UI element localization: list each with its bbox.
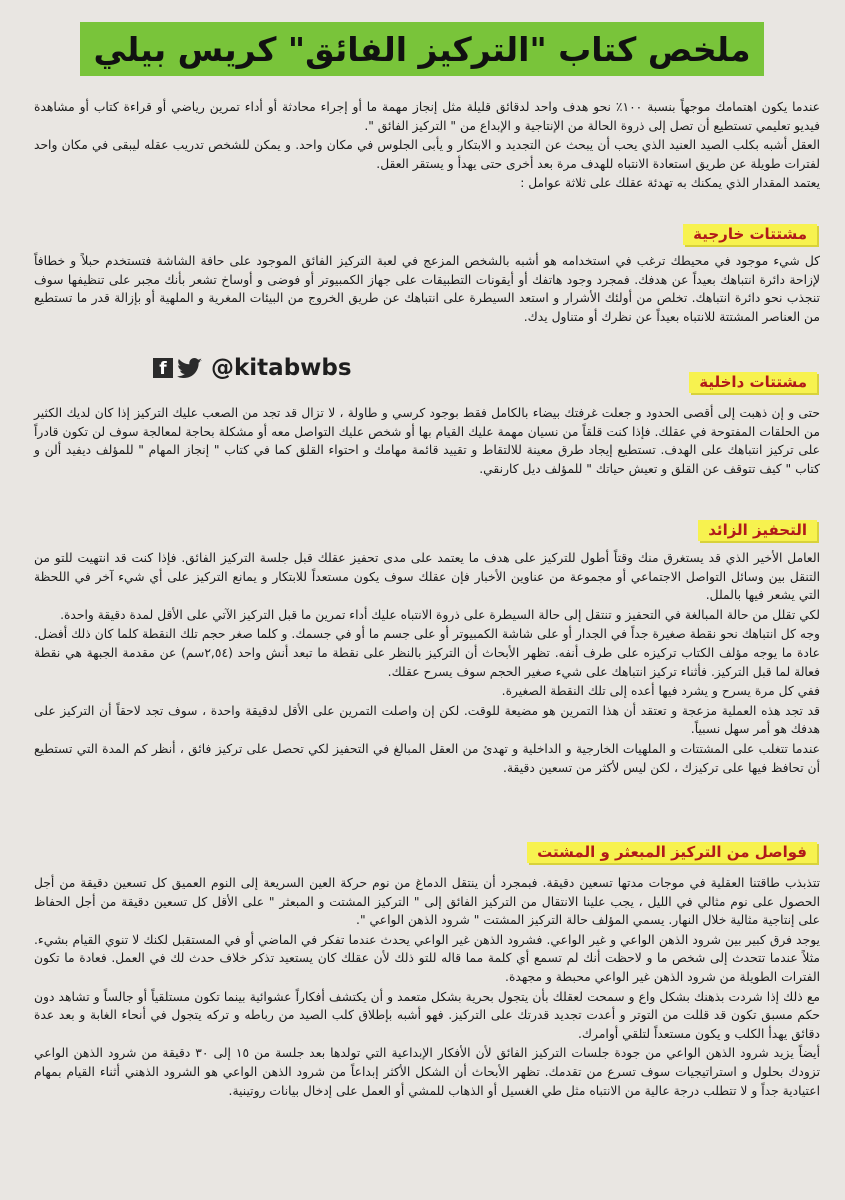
- section-heading-internal: مشتتات داخلية: [689, 372, 817, 393]
- intro-block: [34, 98, 820, 194]
- facebook-icon: f: [153, 358, 173, 378]
- intro-paragraph-1: عندما يكون اهتمامك موجهاً بنسبة ١٠٠٪ نحو هدف واحد لدقائق قليلة مثل إنجاز مهمة ما أو إجراء محادثة أو أداء تمرين رياضي أو قراءة كتاب أو مشاهدة فيديو تعليمي تستطيع أن تصل إلى ذروة الحالة من الإنتاجية و الإبداع من " التركيز الفائق ".: [34, 100, 820, 133]
- intro-paragraph-3: يعتمد المقدار الذي يمكنك به تهدئة عقلك على ثلاثة عوامل :: [520, 176, 820, 191]
- section-paragraph: العامل الأخير الذي قد يستغرق منك وقتاً أطول للتركيز على هدف ما يعتمد على مدى تحفيز عقلك قبل جلسة التركيز الفائق. فإذا كنت قد انتهيت للتو من التنقل بين وسائل التواصل الاجتماعي أو مجموعة من عناوين الأخبار فإن عقلك سوف يكون مستعداً للابتكار و يمانع التركيز على أي شيء آخر في اللحظة التي يشعر فيها بالملل.: [34, 551, 820, 603]
- section-heading-external: مشتتات خارجية: [683, 224, 817, 245]
- social-handle-row: [153, 355, 352, 381]
- social-handle: @kitabwbs: [211, 355, 352, 381]
- section-paragraph: كل شيء موجود في محيطك ترغب في استخدامه هو أشبه بالشخص المزعج في لعبة التركيز الفائق الموجود على حافة الشاشة فتستخدم حبلاً و خطافاً لإزاحة دائرة انتباهك بعيداً عن هدفك. فمجرد وجود هاتفك أو أيقونات التطبيقات على جهاز الكمبيوتر أو فوضى و أوساخ تشعر بأنك مجبر على تنظيفها سوف تنجذب نحو دائرة انتباهك. تخلص من أولئك الأشرار و استعد السيطرة على انتباهك عن طريق الخروج من البيئات المغرية و الملهية أو بإزالة قدر ما تستطيع من العناصر المشتتة للانتباه بعيداً عن نظرك أو متناول يدك.: [34, 254, 820, 324]
- section-paragraph: لكي تقلل من حالة المبالغة في التحفيز و تنتقل إلى حالة السيطرة على ذروة الانتباه عليك أداء تمرين ما قبل التركيز الآتي على الأقل لمدة دقيقة واحدة.: [60, 607, 820, 622]
- section-paragraph: حتى و إن ذهبت إلى أقصى الحدود و جعلت غرفتك بيضاء بالكامل فقط بوجود كرسي و طاولة ، لا تزال قد تجد من الصعب عليك التركيز إذا كان لديك الكثير من الحلقات المفتوحة في عقلك. فإذا كنت قلقاً من نسيان مهمة عليك القيام بها أو شخص عليك التواصل معه أو مشكلة بحاجة لمعالجة سوف لن تكون قادراً على تركيز انتباهك على الهدف. تستطيع إيجاد طرق معينة للالتقاط و تقييد قائمة مهامك و احتواء القلق كما في كتاب " إنجاز المهام " للمؤلف ديفيد ألن و كتاب " كيف تتوقف عن القلق و تعيش حياتك " للمؤلف ديل كارنقي.: [34, 406, 820, 476]
- title-banner: [80, 22, 764, 76]
- section-paragraph: يوجد فرق كبير بين شرود الذهن الواعي و غير الواعي. فشرود الذهن غير الواعي يحدث عندما تفكر في الماضي أو في المستقبل لكنك لا تنوي القيام بشيء. مثلاً عندما تتحدث إلى شخص ما و لاحظت أنك لم تسمع أي كلمة مما قاله للتو ذلك لأن عقلك كان يستعيد تذكر خلاف حدث لك في العمل. فعادة ما تكون الفترات الطويلة من شرود الذهن غير الواعي محبطة و مجهدة.: [34, 932, 820, 984]
- section-paragraph: مع ذلك إذا شردت بذهنك بشكل واع و سمحت لعقلك بأن يتجول بحرية بشكل متعمد و أن يكتشف أفكاراً عشوائية بينما تكون مستلقياً أو جالساً و تشاهد دون حكم مسبق تكون قد قللت من التوتر و أعدت تجديد قدرتك على التركيز. فهو أشبه بإطلاق كلب الصيد من رباطه و تركه يتجول في أنحاء الغابة و بعد عدة دقائق يهدأ الكلب و يكون مستعداً لتلقي أوامرك.: [34, 989, 820, 1041]
- section-paragraph: وجه كل انتباهك نحو نقطة صغيرة جداً في الجدار أو على شاشة الكمبيوتر أو على جسم ما أو في جسمك. و كلما صغر حجم تلك النقطة كلما كان ذلك أفضل. عادة ما يوجه مؤلف الكتاب تركيزه على طرف أنفه. تظهر الأبحاث أن التركيز بالنظر على نقطة ما تبعد أنش واحد (٢,٥٤سم) عن مقدمة الجبهة هي نقطة فعالة لما قبل التركيز. فأثناء تركيز انتباهك على شيء صغير الحجم سوف يسرح عقلك.: [34, 627, 820, 679]
- section-body-internal: [34, 404, 820, 479]
- section-heading-scatterfocus: فواصل من التركيز المبعثر و المشتت: [527, 842, 817, 863]
- section-paragraph: قد تجد هذه العملية مزعجة و تعتقد أن هذا التمرين هو مضيعة للوقت. لكن إن واصلت التمرين على الأقل لدقيقة واحدة ، سوف تجد لاحقاً أن التركيز على هدفك هو أمر سهل نسبياً.: [34, 703, 820, 737]
- intro-paragraph-2: العقل أشبه بكلب الصيد العنيد الذي يحب أن يبحث عن التجديد و الابتكار و يأبى الجلوس في مكان واحد. و يمكن للشخص تدريب عقله ليبقى في مكان واحد لفترات طويلة عن طريق استعادة الانتباه للهدف مرة بعد أخرى حتى يهدأ و يستقر العقل.: [34, 138, 820, 171]
- page-title: ملخص كتاب "التركيز الفائق" كريس بيلي: [93, 29, 751, 69]
- section-body-external: [34, 252, 820, 327]
- section-paragraph: أيضاً يزيد شرود الذهن الواعي من جودة جلسات التركيز الفائق لأن الأفكار الإبداعية التي تولدها بعد جلسة من ١٥ إلى ٣٠ دقيقة من شرود الذهن الواعي تزودك بحلول و استراتيجيات سوف تسرع من تقدمك. تظهر الأبحاث أن الشكل الأكثر إبداعاً من شرود الذهن الواعي هو الشرود الذهني أثناء القيام بمهام اعتيادية جداً و لا تتطلب درجة عالية من الانتباه مثل طي الغسيل أو الذهاب للمشي أو العمل على إدخال بيانات روتينية.: [34, 1046, 820, 1098]
- section-paragraph: عندما تتغلب على المشتتات و الملهيات الخارجية و الداخلية و تهدئ من العقل المبالغ في التحفيز لكي تحصل على تركيز فائق ، أنظر كم المدة التي تستطيع أن تحافظ فيها على تركيزك ، لكن ليس لأكثر من تسعين دقيقة.: [34, 741, 820, 775]
- section-heading-overstimulation: التحفيز الزائد: [698, 520, 817, 541]
- twitter-icon: [177, 358, 203, 378]
- section-body-scatterfocus: [34, 874, 820, 1101]
- section-body-overstimulation: [34, 549, 820, 778]
- section-paragraph: تتذبذب طاقتنا العقلية في موجات مدتها تسعين دقيقة. فبمجرد أن ينتقل الدماغ من نوم حركة العين السريعة إلى النوم العميق كل تسعين دقيقة من أجل الحصول على نوم مثالي في الليل ، يجب علينا الانتقال من التركيز الفائق إلى " التركيز المشتت و المبعثر " على الأقل كل تسعين دقيقة من أجل الحفاظ على إنتاجية مثالية خلال النهار. يسمي المؤلف حالة التركيز المشتت " شرود الذهن الواعي ".: [34, 876, 820, 928]
- section-paragraph: ففي كل مرة يسرح و يشرد فيها أعده إلى تلك النقطة الصغيرة.: [501, 684, 820, 699]
